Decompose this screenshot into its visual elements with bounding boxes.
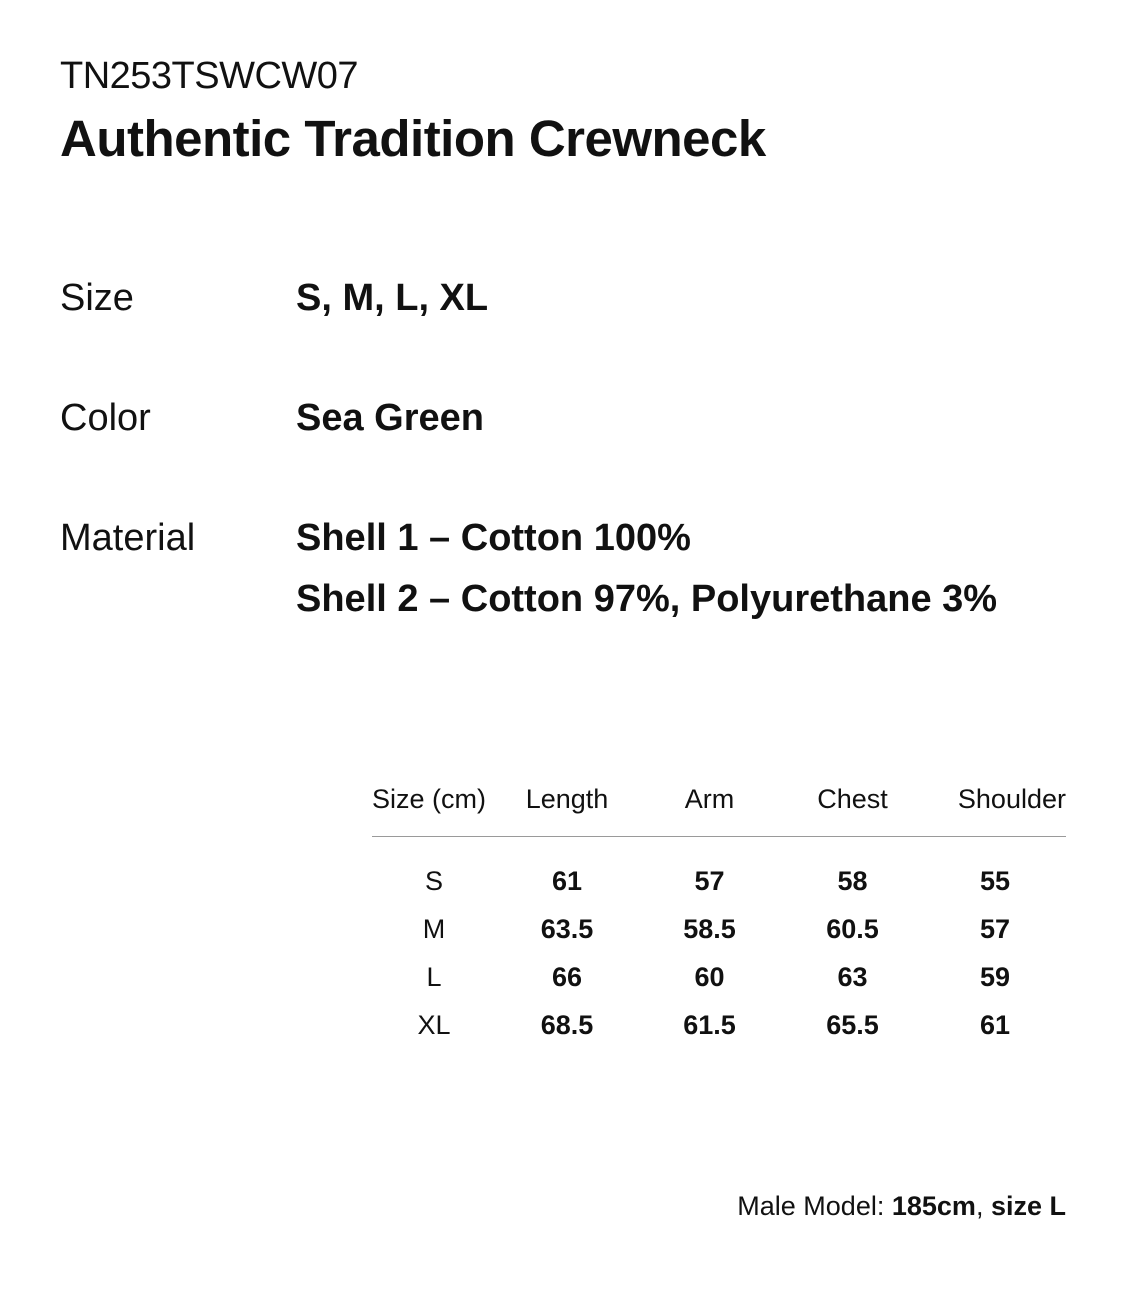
cell-arm: 61.5 — [683, 1010, 736, 1040]
cell-length: 63.5 — [540, 914, 594, 944]
product-title: Authentic Tradition Crewneck — [60, 110, 766, 167]
material-line-1: Shell 1 – Cotton 100% — [296, 517, 691, 559]
cell-length: 66 — [551, 962, 583, 992]
cell-chest: 65.5 — [826, 1010, 879, 1040]
size-table-header-row — [372, 780, 1066, 837]
cell-shoulder: 61 — [979, 1010, 1011, 1040]
cell-shoulder: 57 — [979, 914, 1011, 944]
cell-arm: 57 — [694, 866, 725, 896]
cell-chest: 58 — [837, 866, 868, 896]
cell-size: XL — [417, 1010, 451, 1040]
table-row — [372, 837, 1066, 906]
cell-arm: 58.5 — [683, 914, 736, 944]
color-label: Color — [60, 397, 151, 439]
model-height: 185cm — [891, 1191, 976, 1221]
cell-size: M — [422, 914, 446, 944]
header-shoulder: Shoulder — [924, 780, 1066, 837]
table-row — [372, 905, 1066, 953]
header-size: Size (cm) — [372, 780, 496, 837]
product-code: TN253TSWCW07 — [60, 55, 359, 97]
model-note-label: Male Model: — [737, 1191, 885, 1221]
model-note-separator: , — [975, 1191, 984, 1221]
cell-length: 61 — [551, 866, 583, 896]
size-table-wrapper — [372, 780, 1066, 1049]
material-line-2: Shell 2 – Cotton 97%, Polyurethane 3% — [296, 578, 998, 620]
model-note — [737, 1187, 1066, 1225]
cell-shoulder: 59 — [979, 962, 1011, 992]
color-value: Sea Green — [296, 397, 484, 439]
table-row — [372, 1001, 1066, 1049]
header-length: Length — [496, 780, 638, 837]
cell-length: 68.5 — [540, 1010, 594, 1040]
cell-arm: 60 — [694, 962, 725, 992]
size-label: Size — [60, 277, 134, 319]
header-arm: Arm — [638, 780, 781, 837]
cell-chest: 60.5 — [826, 914, 879, 944]
table-row — [372, 953, 1066, 1001]
cell-chest: 63 — [837, 962, 868, 992]
cell-size: L — [426, 962, 442, 992]
size-value: S, M, L, XL — [296, 277, 489, 319]
material-label: Material — [60, 517, 196, 559]
cell-size: S — [424, 866, 443, 896]
header-chest: Chest — [781, 780, 924, 837]
model-size: size L — [990, 1191, 1066, 1221]
cell-shoulder: 55 — [979, 866, 1011, 896]
size-table — [372, 780, 1066, 1049]
